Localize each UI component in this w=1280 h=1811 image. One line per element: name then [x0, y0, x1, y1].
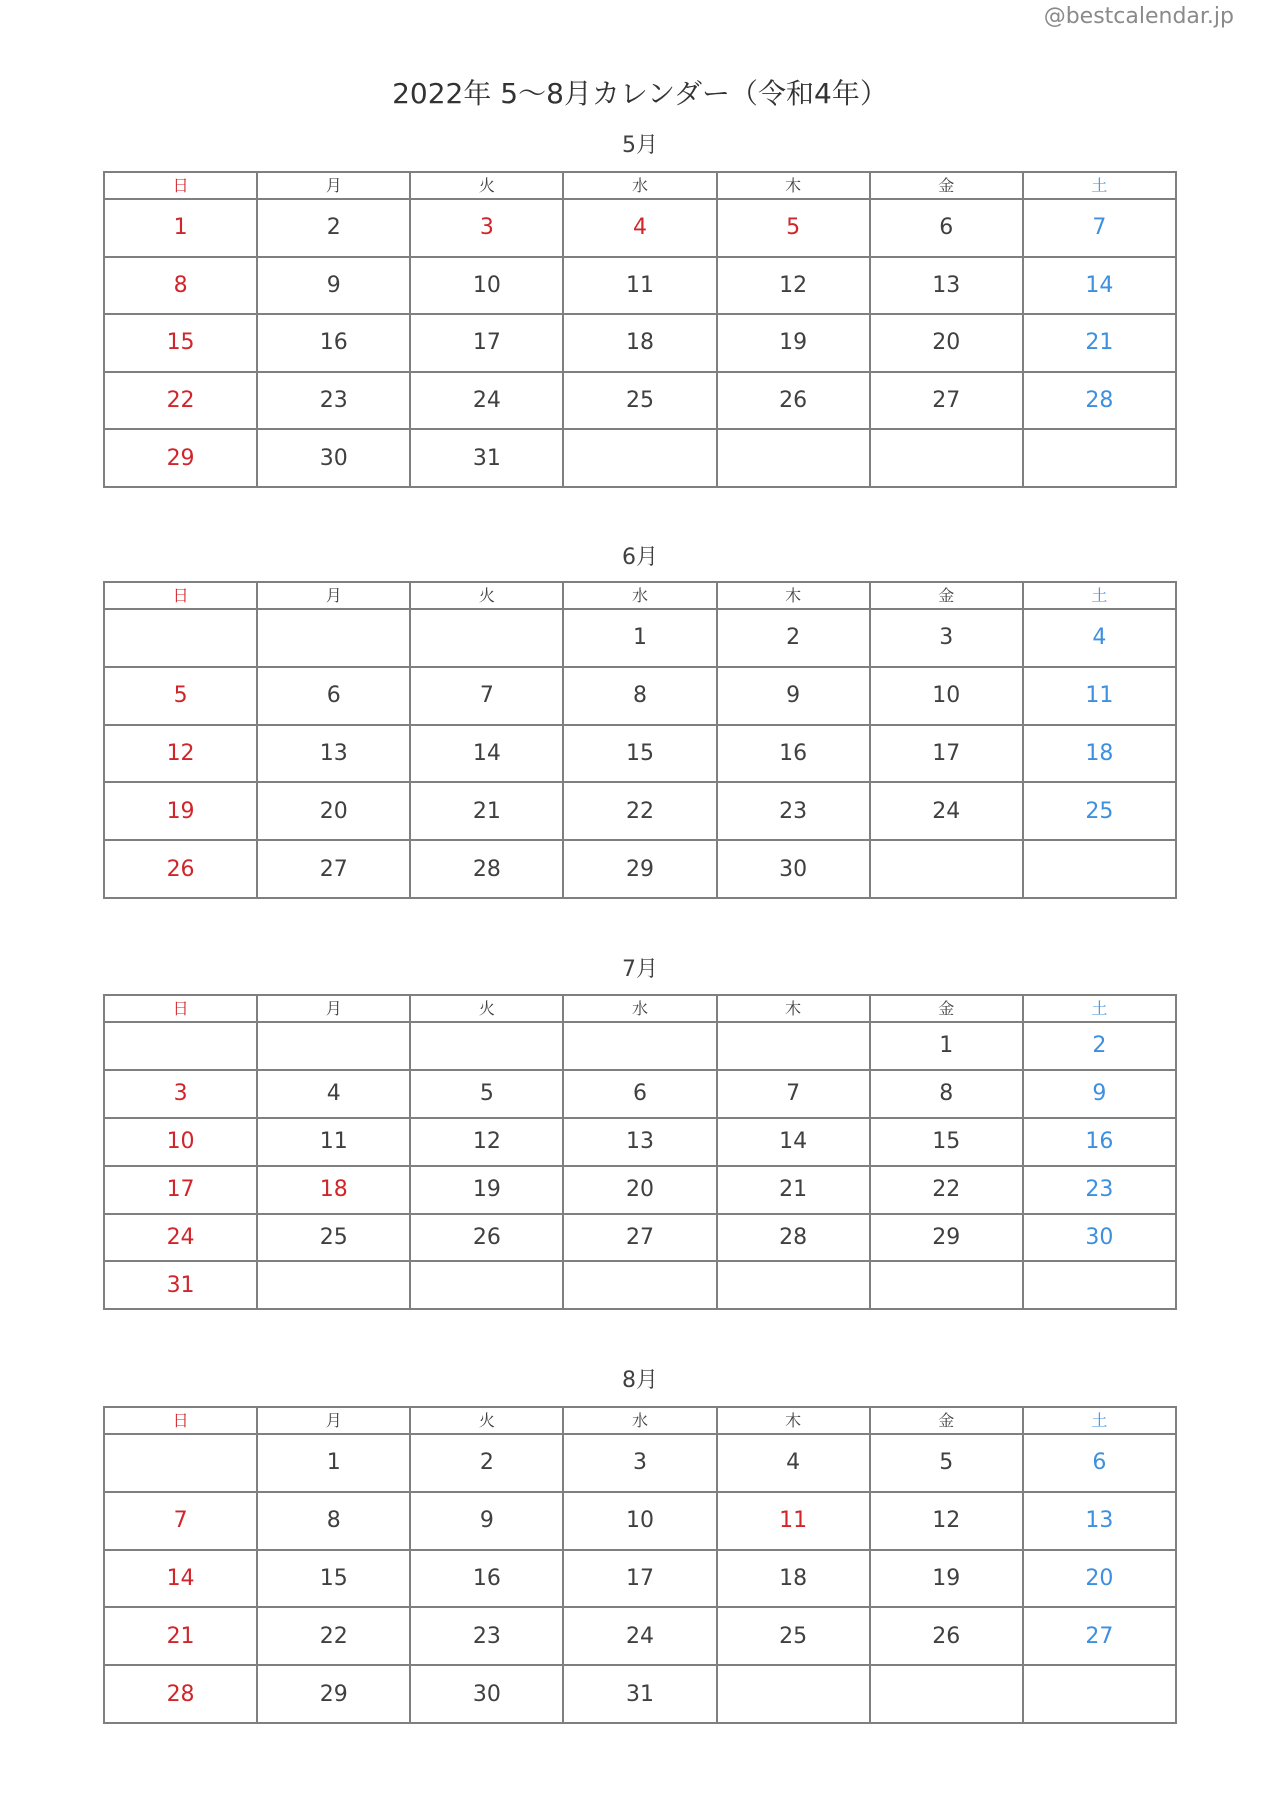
day-cell: 31	[410, 429, 563, 487]
day-cell: 8	[257, 1492, 410, 1550]
empty-day-cell	[1023, 429, 1176, 487]
day-cell: 24	[870, 782, 1023, 840]
day-cell: 11	[563, 257, 716, 315]
week-row	[104, 782, 1176, 840]
day-cell: 2	[410, 1434, 563, 1492]
day-cell: 22	[563, 782, 716, 840]
day-cell: 11	[1023, 667, 1176, 725]
day-cell: 17	[104, 1166, 257, 1214]
day-cell: 22	[104, 372, 257, 430]
day-cell: 18	[1023, 725, 1176, 783]
weekday-header: 水	[563, 1407, 716, 1434]
day-cell: 5	[104, 667, 257, 725]
empty-day-cell	[717, 1022, 870, 1070]
day-cell: 21	[1023, 314, 1176, 372]
day-cell: 28	[410, 840, 563, 898]
day-cell: 7	[104, 1492, 257, 1550]
weekday-header: 月	[257, 172, 410, 199]
weekday-header-row	[104, 582, 1176, 609]
weekday-header: 日	[104, 582, 257, 609]
day-cell: 30	[717, 840, 870, 898]
week-row	[104, 1118, 1176, 1166]
day-cell: 26	[410, 1214, 563, 1262]
month-label: 8月	[622, 1368, 658, 1393]
day-cell: 8	[563, 667, 716, 725]
day-cell: 30	[410, 1665, 563, 1723]
empty-day-cell	[870, 1261, 1023, 1309]
day-cell: 20	[563, 1166, 716, 1214]
day-cell: 3	[870, 609, 1023, 667]
weekday-header: 土	[1023, 995, 1176, 1022]
day-cell: 4	[717, 1434, 870, 1492]
weekday-header: 月	[257, 995, 410, 1022]
week-row	[104, 1434, 1176, 1492]
site-watermark: @bestcalendar.jp	[1043, 4, 1234, 29]
day-cell: 14	[717, 1118, 870, 1166]
day-cell: 4	[563, 199, 716, 257]
day-cell: 18	[257, 1166, 410, 1214]
day-cell: 3	[104, 1070, 257, 1118]
day-cell: 29	[870, 1214, 1023, 1262]
day-cell: 23	[257, 372, 410, 430]
day-cell: 12	[104, 725, 257, 783]
day-cell: 16	[257, 314, 410, 372]
day-cell: 3	[563, 1434, 716, 1492]
day-cell: 16	[717, 725, 870, 783]
day-cell: 29	[563, 840, 716, 898]
day-cell: 1	[257, 1434, 410, 1492]
weekday-header: 水	[563, 172, 716, 199]
empty-day-cell	[1023, 1261, 1176, 1309]
day-cell: 6	[1023, 1434, 1176, 1492]
empty-day-cell	[257, 1261, 410, 1309]
day-cell: 29	[257, 1665, 410, 1723]
day-cell: 21	[104, 1607, 257, 1665]
calendar-table	[103, 581, 1177, 899]
day-cell: 14	[104, 1550, 257, 1608]
week-row	[104, 199, 1176, 257]
day-cell: 6	[563, 1070, 716, 1118]
day-cell: 27	[563, 1214, 716, 1262]
weekday-header: 火	[410, 172, 563, 199]
week-row	[104, 609, 1176, 667]
day-cell: 19	[717, 314, 870, 372]
day-cell: 10	[870, 667, 1023, 725]
day-cell: 27	[257, 840, 410, 898]
weekday-header: 日	[104, 1407, 257, 1434]
weekday-header: 日	[104, 172, 257, 199]
day-cell: 3	[410, 199, 563, 257]
week-row	[104, 1550, 1176, 1608]
week-row	[104, 1070, 1176, 1118]
week-row	[104, 1261, 1176, 1309]
calendar-table	[103, 171, 1177, 488]
calendar-table	[103, 1406, 1177, 1724]
day-cell: 26	[717, 372, 870, 430]
day-cell: 21	[717, 1166, 870, 1214]
day-cell: 20	[1023, 1550, 1176, 1608]
day-cell: 28	[104, 1665, 257, 1723]
day-cell: 2	[717, 609, 870, 667]
day-cell: 15	[104, 314, 257, 372]
weekday-header: 土	[1023, 582, 1176, 609]
day-cell: 1	[104, 199, 257, 257]
day-cell: 15	[563, 725, 716, 783]
day-cell: 18	[563, 314, 716, 372]
week-row	[104, 1214, 1176, 1262]
day-cell: 15	[257, 1550, 410, 1608]
day-cell: 14	[410, 725, 563, 783]
week-row	[104, 1022, 1176, 1070]
day-cell: 7	[410, 667, 563, 725]
empty-day-cell	[104, 1434, 257, 1492]
day-cell: 11	[717, 1492, 870, 1550]
day-cell: 5	[717, 199, 870, 257]
day-cell: 4	[1023, 609, 1176, 667]
day-cell: 6	[257, 667, 410, 725]
weekday-header-row	[104, 172, 1176, 199]
empty-day-cell	[257, 609, 410, 667]
day-cell: 25	[257, 1214, 410, 1262]
day-cell: 8	[104, 257, 257, 315]
day-cell: 5	[410, 1070, 563, 1118]
day-cell: 25	[1023, 782, 1176, 840]
day-cell: 12	[717, 257, 870, 315]
day-cell: 28	[1023, 372, 1176, 430]
day-cell: 26	[104, 840, 257, 898]
weekday-header: 水	[563, 995, 716, 1022]
empty-day-cell	[410, 1261, 563, 1309]
weekday-header: 金	[870, 995, 1023, 1022]
day-cell: 23	[1023, 1166, 1176, 1214]
week-row	[104, 1665, 1176, 1723]
day-cell: 26	[870, 1607, 1023, 1665]
weekday-header: 金	[870, 172, 1023, 199]
day-cell: 20	[257, 782, 410, 840]
day-cell: 19	[870, 1550, 1023, 1608]
day-cell: 9	[257, 257, 410, 315]
day-cell: 30	[257, 429, 410, 487]
empty-day-cell	[410, 1022, 563, 1070]
day-cell: 28	[717, 1214, 870, 1262]
weekday-header: 木	[717, 995, 870, 1022]
day-cell: 22	[257, 1607, 410, 1665]
day-cell: 14	[1023, 257, 1176, 315]
day-cell: 13	[870, 257, 1023, 315]
day-cell: 20	[870, 314, 1023, 372]
day-cell: 2	[1023, 1022, 1176, 1070]
empty-day-cell	[717, 429, 870, 487]
empty-day-cell	[1023, 1665, 1176, 1723]
day-cell: 30	[1023, 1214, 1176, 1262]
day-cell: 24	[104, 1214, 257, 1262]
day-cell: 31	[104, 1261, 257, 1309]
weekday-header: 火	[410, 582, 563, 609]
week-row	[104, 840, 1176, 898]
day-cell: 1	[563, 609, 716, 667]
day-cell: 10	[563, 1492, 716, 1550]
empty-day-cell	[717, 1261, 870, 1309]
day-cell: 6	[870, 199, 1023, 257]
day-cell: 5	[870, 1434, 1023, 1492]
day-cell: 24	[563, 1607, 716, 1665]
calendar-table	[103, 994, 1177, 1310]
day-cell: 12	[870, 1492, 1023, 1550]
weekday-header: 月	[257, 1407, 410, 1434]
empty-day-cell	[870, 840, 1023, 898]
weekday-header: 木	[717, 582, 870, 609]
day-cell: 7	[1023, 199, 1176, 257]
day-cell: 21	[410, 782, 563, 840]
day-cell: 23	[717, 782, 870, 840]
weekday-header: 木	[717, 172, 870, 199]
day-cell: 19	[410, 1166, 563, 1214]
day-cell: 2	[257, 199, 410, 257]
day-cell: 17	[563, 1550, 716, 1608]
day-cell: 22	[870, 1166, 1023, 1214]
day-cell: 4	[257, 1070, 410, 1118]
day-cell: 25	[563, 372, 716, 430]
day-cell: 17	[410, 314, 563, 372]
day-cell: 13	[1023, 1492, 1176, 1550]
day-cell: 10	[104, 1118, 257, 1166]
weekday-header: 土	[1023, 1407, 1176, 1434]
weekday-header: 火	[410, 995, 563, 1022]
weekday-header: 水	[563, 582, 716, 609]
weekday-header: 木	[717, 1407, 870, 1434]
day-cell: 29	[104, 429, 257, 487]
empty-day-cell	[870, 429, 1023, 487]
weekday-header: 日	[104, 995, 257, 1022]
day-cell: 11	[257, 1118, 410, 1166]
empty-day-cell	[563, 1261, 716, 1309]
day-cell: 27	[870, 372, 1023, 430]
month-label: 6月	[622, 545, 658, 570]
day-cell: 18	[717, 1550, 870, 1608]
day-cell: 16	[410, 1550, 563, 1608]
empty-day-cell	[870, 1665, 1023, 1723]
weekday-header-row	[104, 995, 1176, 1022]
week-row	[104, 372, 1176, 430]
day-cell: 1	[870, 1022, 1023, 1070]
week-row	[104, 667, 1176, 725]
day-cell: 9	[1023, 1070, 1176, 1118]
day-cell: 16	[1023, 1118, 1176, 1166]
day-cell: 19	[104, 782, 257, 840]
weekday-header: 金	[870, 1407, 1023, 1434]
day-cell: 31	[563, 1665, 716, 1723]
day-cell: 12	[410, 1118, 563, 1166]
day-cell: 17	[870, 725, 1023, 783]
week-row	[104, 1166, 1176, 1214]
month-label: 5月	[622, 133, 658, 158]
weekday-header-row	[104, 1407, 1176, 1434]
empty-day-cell	[563, 429, 716, 487]
day-cell: 8	[870, 1070, 1023, 1118]
month-label: 7月	[622, 957, 658, 982]
weekday-header: 土	[1023, 172, 1176, 199]
week-row	[104, 1492, 1176, 1550]
day-cell: 27	[1023, 1607, 1176, 1665]
empty-day-cell	[1023, 840, 1176, 898]
day-cell: 10	[410, 257, 563, 315]
day-cell: 7	[717, 1070, 870, 1118]
empty-day-cell	[563, 1022, 716, 1070]
week-row	[104, 725, 1176, 783]
week-row	[104, 429, 1176, 487]
week-row	[104, 1607, 1176, 1665]
day-cell: 15	[870, 1118, 1023, 1166]
day-cell: 24	[410, 372, 563, 430]
day-cell: 25	[717, 1607, 870, 1665]
weekday-header: 火	[410, 1407, 563, 1434]
day-cell: 9	[717, 667, 870, 725]
weekday-header: 月	[257, 582, 410, 609]
day-cell: 9	[410, 1492, 563, 1550]
day-cell: 13	[257, 725, 410, 783]
empty-day-cell	[410, 609, 563, 667]
weekday-header: 金	[870, 582, 1023, 609]
day-cell: 13	[563, 1118, 716, 1166]
empty-day-cell	[717, 1665, 870, 1723]
week-row	[104, 257, 1176, 315]
empty-day-cell	[257, 1022, 410, 1070]
week-row	[104, 314, 1176, 372]
day-cell: 23	[410, 1607, 563, 1665]
page-title: 2022年 5〜8月カレンダー（令和4年）	[392, 77, 888, 110]
empty-day-cell	[104, 609, 257, 667]
empty-day-cell	[104, 1022, 257, 1070]
